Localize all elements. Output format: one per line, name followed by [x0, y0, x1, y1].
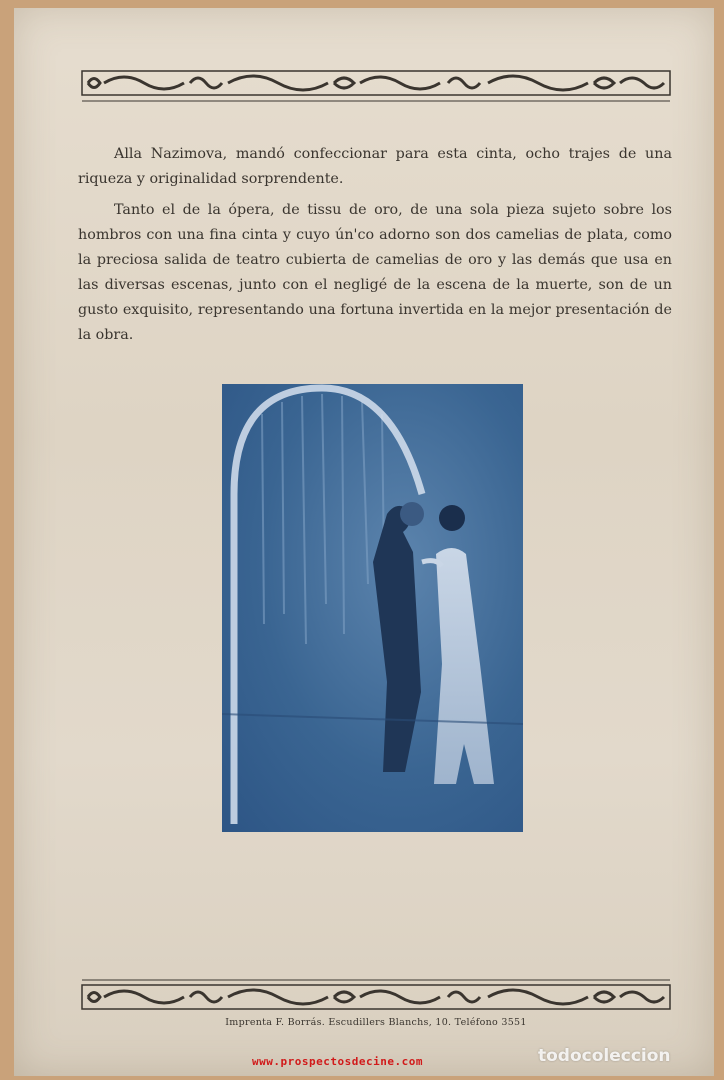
watermark-prospectos: www.prospectosdecine.com	[252, 1055, 423, 1068]
paragraph-1: Alla Nazimova, mandó confeccionar para esta cinta, ocho trajes de una riqueza y originalidad sorprendente.	[78, 146, 672, 187]
body-text	[78, 142, 672, 348]
bottom-ornamental-border	[80, 976, 672, 1016]
top-ornamental-border	[80, 68, 672, 108]
scene-photograph	[222, 384, 523, 832]
watermark-todocoleccion: todocoleccion	[538, 1046, 671, 1066]
paragraph-2: Tanto el de la ópera, de tissu de oro, de una sola pieza sujeto sobre los hombros con una fina cinta y cuyo ún'co adorno son dos camelias de plata, como la preciosa salida de teatro cubierta de camelias de oro y las demás que usa en las diversas escenas, junto con el negligé de la escena de la muerte, son de un gusto exquisito, representando una fortuna invertida en la mejor presentación de la obra.	[78, 202, 672, 343]
printer-imprint: Imprenta F. Borrás. Escudillers Blanchs, 10. Teléfono 3551	[225, 1017, 527, 1028]
